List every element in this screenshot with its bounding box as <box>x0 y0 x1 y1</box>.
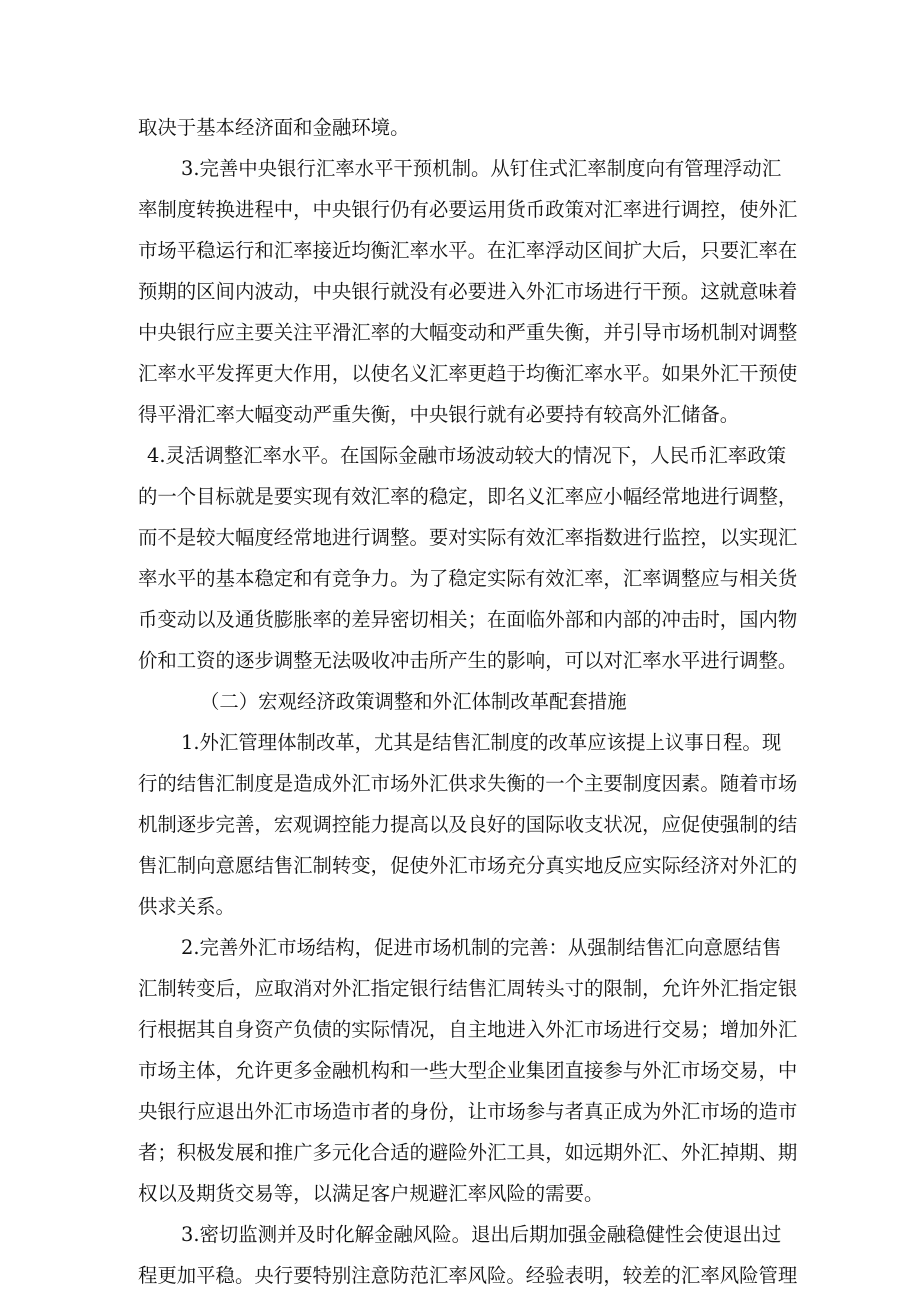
text-line-28: 3.密切监测并及时化解金融风险。退出后期加强金融稳健性会使退出过 <box>181 1223 782 1246</box>
text-line-22: 汇制转变后，应取消对外汇指定银行结售汇周转头寸的限制，允许外汇指定银 <box>138 977 798 1000</box>
text-line-13: 币变动以及通货膨胀率的差异密切相关；在面临外部和内部的冲击时，国内物 <box>138 608 798 631</box>
text-line-19: 售汇制向意愿结售汇制转变，促使外汇市场充分真实地反应实际经济对外汇的 <box>138 854 798 877</box>
section-heading: （二）宏观经济政策调整和外汇体制改革配套措施 <box>200 690 627 713</box>
text-line-4: 市场平稳运行和汇率接近均衡汇率水平。在汇率浮动区间扩大后，只要汇率在 <box>138 239 798 262</box>
text-line-14: 价和工资的逐步调整无法吸收冲击所产生的影响，可以对汇率水平进行调整。 <box>138 649 798 672</box>
text-line-21: 2.完善外汇市场结构，促进市场机制的完善：从强制结售汇向意愿结售 <box>181 936 782 959</box>
text-line-26: 者；积极发展和推广多元化合适的避险外汇工具，如远期外汇、外汇掉期、期 <box>138 1141 798 1164</box>
text-line-2: 3.完善中央银行汇率水平干预机制。从钉住式汇率制度向有管理浮动汇 <box>181 157 782 180</box>
text-line-25: 央银行应退出外汇市场造市者的身份，让市场参与者真正成为外汇市场的造市 <box>138 1100 798 1123</box>
text-line-18: 机制逐步完善，宏观调控能力提高以及良好的国际收支状况，应促使强制的结 <box>138 813 798 836</box>
text-line-23: 行根据其自身资产负债的实际情况，自主地进入外汇市场进行交易；增加外汇 <box>138 1018 798 1041</box>
text-line-12: 率水平的基本稳定和有竞争力。为了稳定实际有效汇率，汇率调整应与相关货 <box>138 567 798 590</box>
text-line-29: 程更加平稳。央行要特别注意防范汇率风险。经验表明，较差的汇率风险管理 <box>138 1264 798 1287</box>
text-line-16: 1.外汇管理体制改革，尤其是结售汇制度的改革应该提上议事日程。现 <box>181 731 782 754</box>
text-line-7: 汇率水平发挥更大作用，以使名义汇率更趋于均衡汇率水平。如果外汇干预使 <box>138 362 798 385</box>
text-line-11: 而不是较大幅度经常地进行调整。要对实际有效汇率指数进行监控，以实现汇 <box>138 526 798 549</box>
text-line-10: 的一个目标就是要实现有效汇率的稳定，即名义汇率应小幅经常地进行调整， <box>138 485 798 508</box>
text-line-20: 供求关系。 <box>138 895 235 918</box>
text-line-5: 预期的区间内波动，中央银行就没有必要进入外汇市场进行干预。这就意味着 <box>138 280 798 303</box>
text-line-1: 取决于基本经济面和金融环境。 <box>138 116 410 139</box>
text-line-6: 中央银行应主要关注平滑汇率的大幅变动和严重失衡，并引导市场机制对调整 <box>138 321 798 344</box>
text-line-9: 4.灵活调整汇率水平。在国际金融市场波动较大的情况下，人民币汇率政策 <box>147 444 786 467</box>
text-line-27: 权以及期货交易等，以满足客户规避汇率风险的需要。 <box>138 1182 604 1205</box>
text-line-24: 市场主体，允许更多金融机构和一些大型企业集团直接参与外汇市场交易，中 <box>138 1059 798 1082</box>
text-line-3: 率制度转换进程中，中央银行仍有必要运用货币政策对汇率进行调控，使外汇 <box>138 198 798 221</box>
text-line-17: 行的结售汇制度是造成外汇市场外汇供求失衡的一个主要制度因素。随着市场 <box>138 772 798 795</box>
text-line-8: 得平滑汇率大幅变动严重失衡，中央银行就有必要持有较高外汇储备。 <box>138 403 740 426</box>
